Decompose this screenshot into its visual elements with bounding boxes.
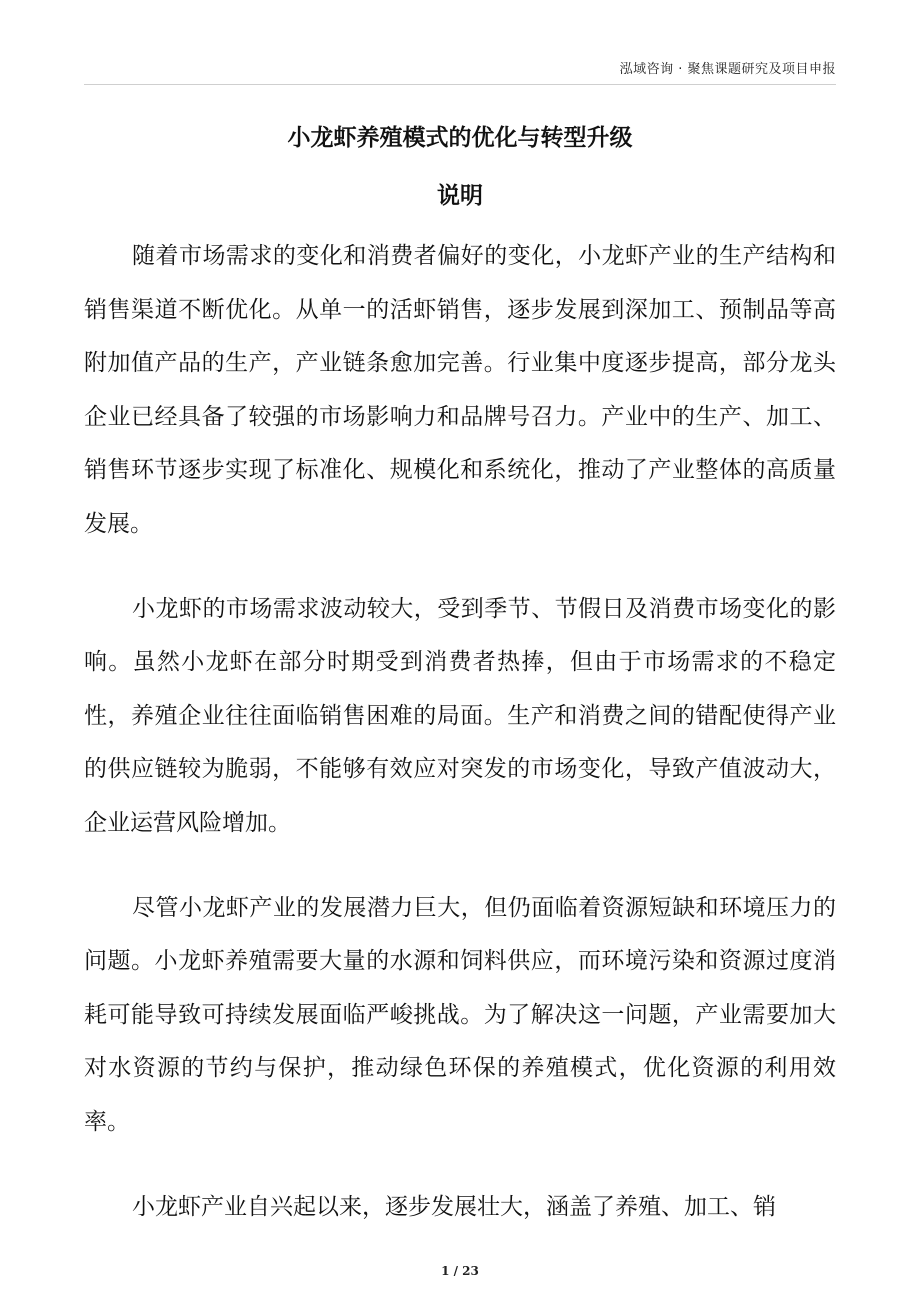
document-body <box>84 230 836 1265</box>
page-header-brand: 泓域咨询 · 聚焦课题研究及项目申报 <box>619 62 836 77</box>
document-title: 小龙虾养殖模式的优化与转型升级 <box>287 125 633 151</box>
paragraph-4: 小龙虾产业自兴起以来，逐步发展壮大，涵盖了养殖、加工、销 <box>132 1193 776 1220</box>
header-divider <box>84 84 836 85</box>
page-number: 1 / 23 <box>441 1264 479 1278</box>
paragraph-1: 随着市场需求的变化和消费者偏好的变化，小龙虾产业的生产结构和销售渠道不断优化。从单一的活虾销售，逐步发展到深加工、预制品等高附加值产品的生产，产业链条愈加完善。行业集中度逐步提高，部分龙头企业已经具备了较强的市场影响力和品牌号召力。产业中的生产、加工、销售环节逐步实现了标准化、规模化和系统化，推动了产业整体的高质量发展。 <box>84 243 836 537</box>
paragraph-3: 尽管小龙虾产业的发展潜力巨大，但仍面临着资源短缺和环境压力的问题。小龙虾养殖需要大量的水源和饲料供应，而环境污染和资源过度消耗可能导致可持续发展面临严峻挑战。为了解决这一问题，产业需要加大对水资源的节约与保护，推动绿色环保的养殖模式，优化资源的利用效率。 <box>84 894 836 1135</box>
section-heading: 说明 <box>437 183 483 209</box>
paragraph-2: 小龙虾的市场需求波动较大，受到季节、节假日及消费市场变化的影响。虽然小龙虾在部分时期受到消费者热捧，但由于市场需求的不稳定性，养殖企业往往面临销售困难的局面。生产和消费之间的错配使得产业的供应链较为脆弱，不能够有效应对突发的市场变化，导致产值波动大，企业运营风险增加。 <box>84 595 836 836</box>
